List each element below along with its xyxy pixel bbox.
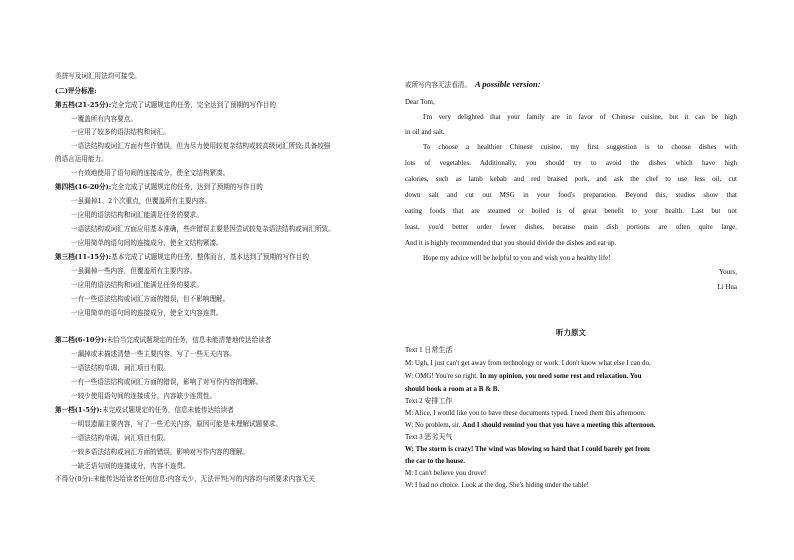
tier2-item: 一语法结构单调、词汇项目有限。 [71,364,170,372]
tier4-item: 一虽漏掉1、2个次重点，但覆盖所有主要内容。 [71,197,212,205]
tier5-item: 一应用了较多的语法结构和词汇。 [71,128,170,136]
letter-line: Hope my advice will be helpful to you and wish you a healthy life! [423,254,611,262]
tier4-desc: 完全完成了试题规定的任务，达到了预期的写作目的 [111,183,263,191]
dialogue-fragment: W: OMG! You're so right. [405,372,478,380]
dialogue-fragment: W: No problem, sir. [405,421,461,429]
tier1-item: 一语法结构单调、词汇项目有限。 [71,434,170,442]
dialogue-line [405,372,642,381]
tier3-item: 一应用的语法结构和词汇能满足任务的要求。 [71,281,203,289]
tier4-item: 一语法结构或词汇方面应用基本准确，些许错误主要是因尝试较复杂语法结构或词汇所致。 [71,225,335,233]
tier1-item: 一缺乏语句间的连接成分，内容不连贯。 [71,462,190,470]
text3-label: Text 3 恶劣天气 [405,433,453,441]
letter-line: least, you'd better order fewer dishes, because main dish portions are often quite large. [405,223,737,231]
letter-line: I'm very delighted that your family are in favor of Chinese cuisine, but it can be high [423,113,737,121]
letter-line: in oil and salt. [405,128,445,136]
letter-line: To choose a healthier Chinese cuisine, my first suggestion is to choose dishes with [423,143,737,151]
text2-label: Text 2 安排工作 [405,397,453,405]
dialogue-line: the car to the house. [405,457,465,465]
tier1-item: 一较多语法结构或词汇方面的错误，影响对写作内容的理解。 [71,448,250,456]
letter-line: eating foods that are steamed or boiled is of great benefit to your health. Last but not [405,207,737,215]
letter-line: And it is highly recommended that you should divide the dishes and eat up. [405,239,617,247]
letter-closing: Yours, [718,268,737,276]
version-label: A possible version: [474,79,541,89]
tier1-title: 第一档(1-5分): [55,406,102,414]
letter-greeting: Dear Tom, [405,98,435,106]
tier3-item: 一虽漏掉一些内容，但覆盖所有主要内容。 [71,267,197,275]
dialogue-fragment-bold: In my opinion, you need some rest and relaxation. You [479,372,642,380]
tier3-heading [55,253,309,261]
dialogue-line: M: Ugh, I just can't get away from technology or work. I don't know what else I can do. [405,359,651,367]
scoring-column [55,0,390,560]
tier5-heading [55,101,276,109]
letter-line: down salt and cut out MSG in your food's preparation. Beyond this, studies show that [405,191,737,199]
tier2-item: 一有一些语法结构或词汇方面的错误，影响了对写作内容的理解。 [71,378,263,386]
tier3-desc: 基本完成了试题规定的任务，整体而言，基本达到了预期的写作目的 [111,253,309,261]
listening-title: 听力原文 [556,328,586,337]
tier4-item: 一应用的语法结构和词汇能满足任务的要求。 [71,211,203,219]
tier4-title: 第四档(16-20分): [55,183,112,191]
scoring-heading: (二)评分标准: [55,87,97,95]
tier2-item: 一漏掉或未描述清楚一些主要内容，写了一些无关内容。 [71,350,236,358]
tier2-desc: 未恰当完成试题规定的任务，信息未能清楚地传达给读者 [106,336,272,344]
tier1-heading [55,406,234,414]
letter-line: calories, such as lamb kebab and red braised pork, and ask the chef to use less oil, cut [405,175,737,183]
tier2-heading [55,336,271,344]
tier5-desc: 完全完成了试题规定的任务，完全达到了预期的写作目的 [111,101,276,109]
tier2-title: 第二档(6-10分): [55,336,107,344]
tier1-desc: 未完成试题规定的任务，信息未能传达给读者 [101,406,234,414]
tier3-item: 一应用简单的语句间的连接成分，使全文内容连贯。 [71,309,223,317]
tier4-heading [55,183,263,191]
answer-column [405,0,737,560]
tier5-item: 的语言运用能力。 [55,155,108,163]
letter-signature: Li Hua [717,283,737,291]
tier4-item: 一应用简单的语句间的连接成分，使全文结构紧凑。 [71,239,223,247]
tier5-item: 一有效地使用了语句间的连接成分，使全文结构紧凑。 [71,169,230,177]
continuation-heading [405,80,541,89]
tier2-item: 一较少使用语句间的连接成分，内容缺少连贯性。 [71,392,217,400]
tier0-line: 不得分(0分):未能传达给读者任何信息:内容太少，无法评判;写的内容均与所要求内容无关 [55,475,315,483]
dialogue-line: should book a room at a B & B. [405,385,500,393]
tier5-title: 第五档(21-25分): [55,101,112,109]
dialogue-line [405,421,655,430]
dialogue-line: W: I had no choice. Look at the dog. She's hiding under the table! [405,481,589,489]
tier1-item: 一明显遗漏主要内容，写了一些无关内容，原因可能是未理解试题要求。 [71,420,282,428]
continuation-line: 或所写内容无法看清。 [405,81,471,89]
tier3-title: 第三档(11-15分): [55,253,112,261]
dialogue-line: M: I can't believe you drove! [405,469,487,477]
dialogue-fragment-bold: And I should remind you that you have a meeting this afternoon. [462,421,656,429]
intro-line: 美拼写及词汇用法均可接受。 [55,72,141,80]
dialogue-line: W: The storm is crazy! The wind was blowing so hard that I could barely get from [405,445,650,453]
tier5-item: 一覆盖所有内容要点。 [71,115,137,123]
dialogue-line: M: Alice, I would like you to have these documents typed. I need them this afternoon. [405,409,646,417]
tier3-item: 一有一些语法结构或词汇方面的错误，但不影响理解。 [71,295,230,303]
letter-line: lots of vegetables. Additionally, you should try to avoid the dishes which have high [405,159,737,167]
tier5-item: 一语法结构或词汇方面有些许错误，但为尽力使用较复杂结构或较高级词汇所致;具备较强 [71,142,331,150]
text1-label: Text 1 日常生活 [405,346,453,354]
